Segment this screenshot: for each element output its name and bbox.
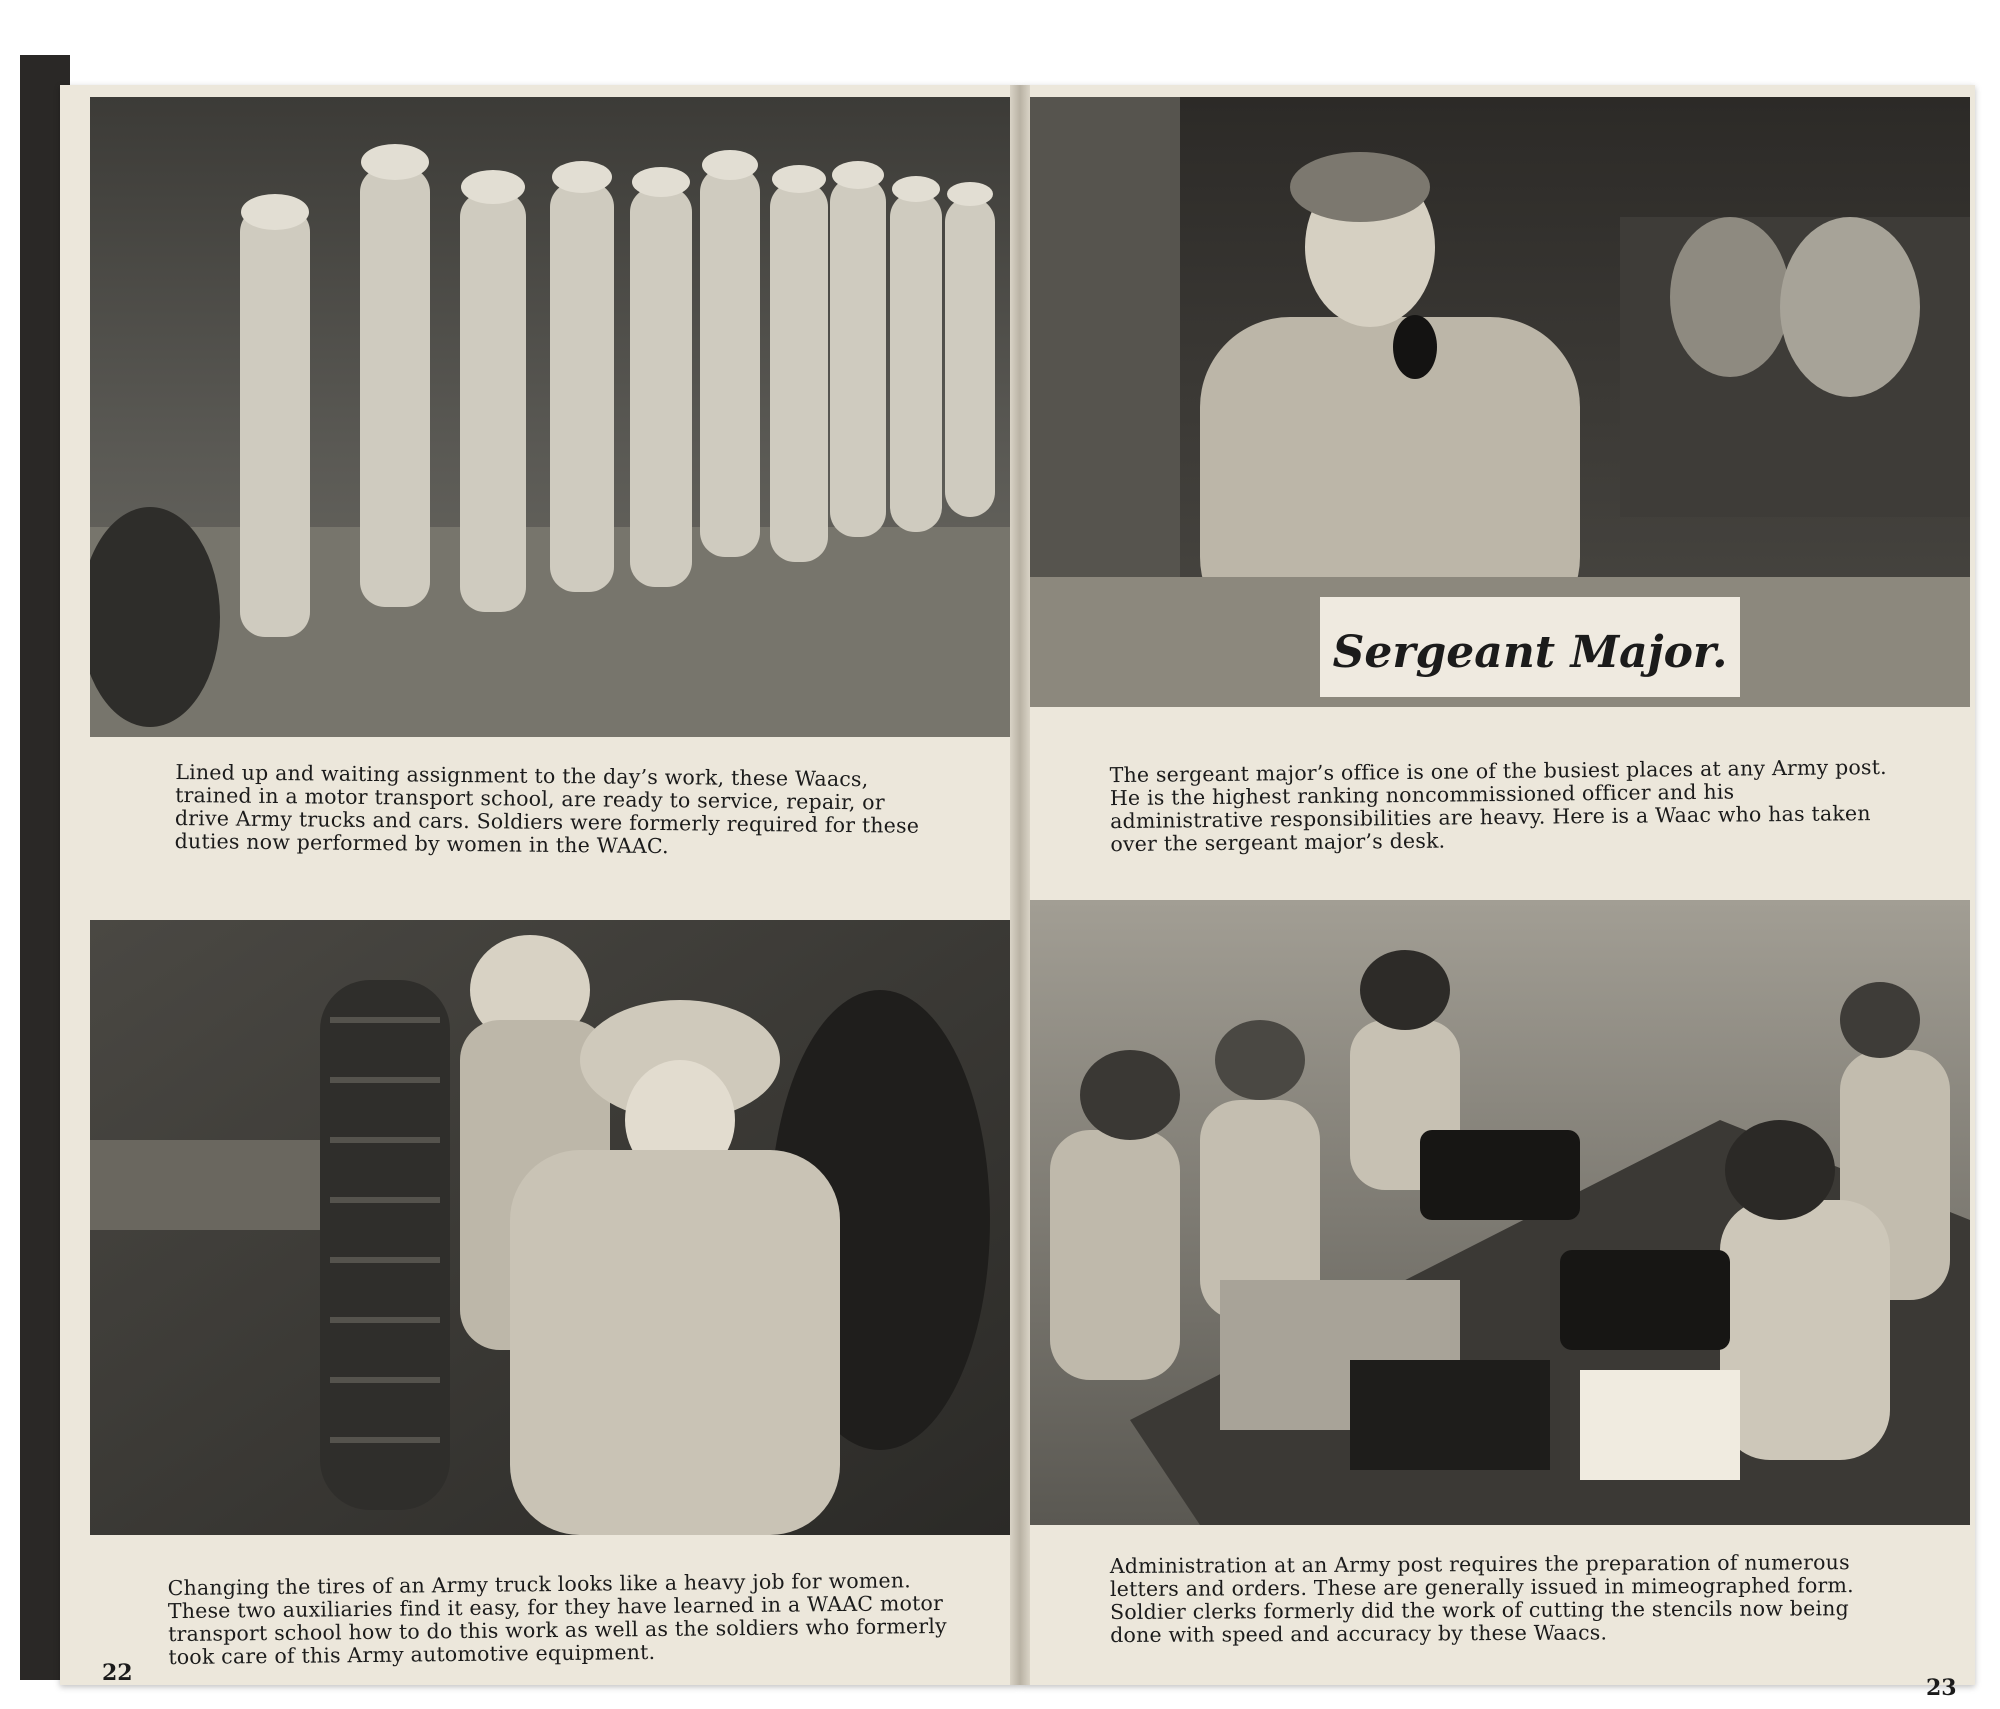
caption-sergeant-major: The sergeant major’s office is one of the busiest places at any Army post. He is the highest ranking noncommissioned officer and his administrative responsibilities are heavy. Here is a Waac who has taken over the sergeant major’s desk. xyxy=(1109,754,1887,857)
photo-mimeograph-typists xyxy=(1020,900,1970,1525)
caption-changing-tires: Changing the tires of an Army truck looks like a heavy job for women. These two auxiliaries find it easy, for they have learned in a WAAC motor transport school how to do this work as well as the soldiers who formerly took care of this Army automotive equipment. xyxy=(167,1568,947,1670)
caption-waacs-lined-up: Lined up and waiting assignment to the day’s work, these Waacs, trained in a motor transport school, are ready to service, repair, or drive Army trucks and cars. Soldiers were formerly required for these duties now performed by women in the WAAC. xyxy=(174,759,920,859)
page-number-left: 22 xyxy=(102,1660,133,1686)
right-page xyxy=(1020,85,1975,1701)
left-page xyxy=(60,85,1020,1685)
caption-mimeograph: Administration at an Army post requires the preparation of numerous letters and orders. These are generally issued in mimeographed form. Soldier clerks formerly did the work of cutting the stencils now being done with speed and accuracy by these Waacs. xyxy=(1109,1550,1854,1648)
photo-changing-tires xyxy=(90,920,1010,1535)
booklet-gutter xyxy=(1010,85,1030,1685)
open-booklet xyxy=(20,55,1980,1701)
desk-sign-text: Sergeant Major. xyxy=(1332,627,1728,678)
photo-sergeant-major-desk xyxy=(1020,97,1970,707)
page-number-right: 23 xyxy=(1926,1675,1957,1701)
photo-waacs-lined-up xyxy=(90,97,1010,737)
